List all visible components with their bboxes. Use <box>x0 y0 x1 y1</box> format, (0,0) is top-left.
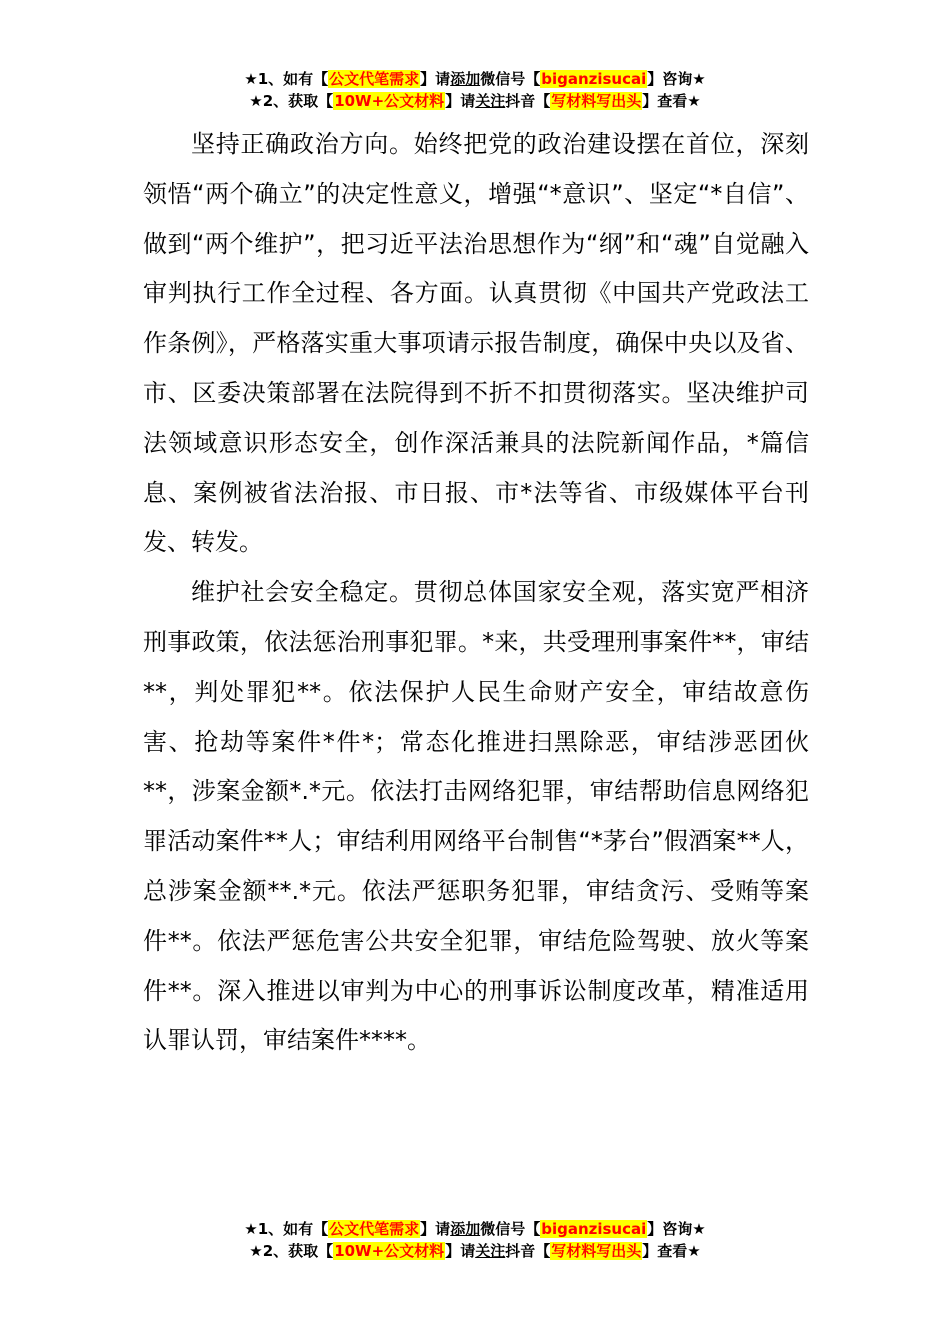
banner-text: 】查看★ <box>642 92 701 110</box>
banner-line-1 <box>0 1218 950 1240</box>
banner-text: 抖音【 <box>505 92 551 110</box>
banner-text: 】咨询★ <box>647 70 706 88</box>
wechat-id: biganzisucai <box>541 1220 647 1238</box>
banner-text: 微信号【 <box>480 70 541 88</box>
header-banner <box>0 68 950 112</box>
highlight-label: 10W+公文材料 <box>334 92 445 110</box>
banner-text: 】请 <box>420 1220 451 1238</box>
banner-line-2 <box>0 90 950 112</box>
highlight-label: 公文代笔需求 <box>329 70 420 88</box>
banner-text: 】请 <box>445 92 476 110</box>
underlined-text: 添加 <box>450 70 481 88</box>
banner-text: ★1、如有【 <box>244 1220 329 1238</box>
banner-text: 】查看★ <box>642 1242 701 1260</box>
banner-text: ★1、如有【 <box>244 70 329 88</box>
document-body <box>143 120 809 1066</box>
banner-text: ★2、获取【 <box>249 92 334 110</box>
wechat-id: biganzisucai <box>541 70 647 88</box>
banner-line-1 <box>0 68 950 90</box>
banner-line-2 <box>0 1240 950 1262</box>
banner-text: 微信号【 <box>480 1220 541 1238</box>
banner-text: 抖音【 <box>505 1242 551 1260</box>
underlined-text: 关注 <box>475 1242 506 1260</box>
highlight-label: 公文代笔需求 <box>329 1220 420 1238</box>
paragraph-social-stability: 维护社会安全稳定。贯彻总体国家安全观，落实宽严相济刑事政策，依法惩治刑事犯罪。*来，共受理刑事案件**，审结**，判处罪犯**。依法保护人民生命财产安全，审结故意伤害、抢劫等案件*件*；常态化推进扫黑除恶，审结涉恶团伙**，涉案金额*.*元。依法打击网络犯罪，审结帮助信息网络犯罪活动案件**人；审结利用网络平台制售“*茅台”假酒案**人，总涉案金额**.*元。依法严惩职务犯罪，审结贪污、受贿等案件**。依法严惩危害公共安全犯罪，审结危险驾驶、放火等案件**。深入推进以审判为中心的刑事诉讼制度改革，精准适用认罪认罚，审结案件****。 <box>143 578 809 1055</box>
paragraph-political-direction: 坚持正确政治方向。始终把党的政治建设摆在首位，深刻领悟“两个确立”的决定性意义，增强“*意识”、坚定“*自信”、做到“两个维护”，把习近平法治思想作为“纲”和“魂”自觉融入审判执行工作全过程、各方面。认真贯彻《中国共产党政法工作条例》，严格落实重大事项请示报告制度，确保中央以及省、市、区委决策部署在法院得到不折不扣贯彻落实。坚决维护司法领域意识形态安全，创作深活兼具的法院新闻作品，*篇信息、案例被省法治报、市日报、市*法等省、市级媒体平台刊发、转发。 <box>143 130 809 557</box>
highlight-label: 10W+公文材料 <box>334 1242 445 1260</box>
banner-text: 】请 <box>420 70 451 88</box>
banner-text: 】请 <box>445 1242 476 1260</box>
banner-text: ★2、获取【 <box>249 1242 334 1260</box>
footer-banner <box>0 1218 950 1262</box>
douyin-account: 写材料写出头 <box>551 1242 642 1260</box>
underlined-text: 关注 <box>475 92 506 110</box>
underlined-text: 添加 <box>450 1220 481 1238</box>
banner-text: 】咨询★ <box>647 1220 706 1238</box>
douyin-account: 写材料写出头 <box>551 92 642 110</box>
